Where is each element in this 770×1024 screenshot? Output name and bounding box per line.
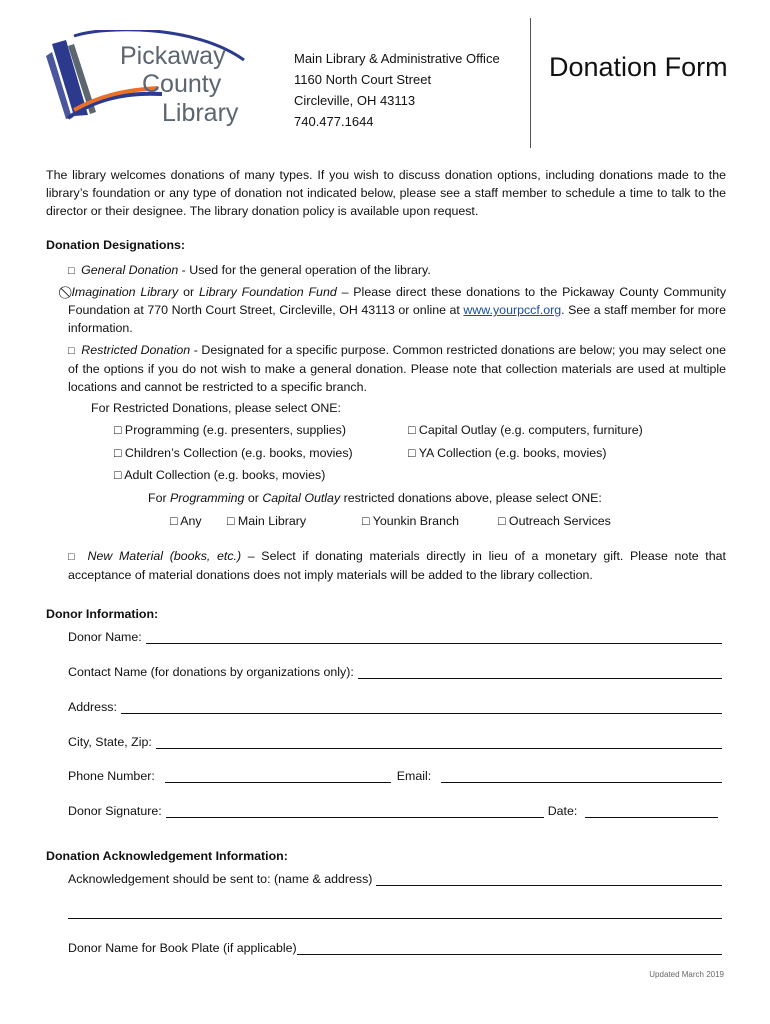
donor-info-heading: Donor Information: (46, 607, 159, 621)
phone-number: 740.477.1644 (294, 114, 374, 129)
date-line[interactable] (585, 805, 718, 818)
location-younkin-branch[interactable]: □ Younkin Branch (362, 514, 460, 528)
option-programming[interactable]: □ Programming (e.g. presenters, supplies) (114, 423, 346, 437)
contact-name-line[interactable] (358, 666, 722, 679)
option-adult-collection[interactable]: □ Adult Collection (e.g. books, movies) (114, 468, 326, 482)
street-address: 1160 North Court Street (294, 72, 432, 87)
donor-name-field[interactable]: Donor Name: (68, 630, 722, 644)
acknowledgement-field[interactable]: Acknowledgement should be sent to: (name & address) (68, 872, 722, 886)
prohibited-icon: ⃠ (68, 285, 72, 299)
option-childrens-collection[interactable]: □ Children’s Collection (e.g. books, movies) (114, 446, 353, 460)
location-outreach-services[interactable]: □ Outreach Services (498, 514, 611, 528)
address-line[interactable] (121, 701, 722, 714)
donor-name-line[interactable] (146, 631, 722, 644)
restricted-donation-option[interactable]: □ Restricted Donation - Designated for a specific purpose. Common restricted donations are below; you may select one of the options if you do not wish to make a general donation. Please note that collection materials are used at multiple locations and cannot be restricted to a specific branch. (68, 343, 726, 394)
option-capital-outlay[interactable]: □ Capital Outlay (e.g. computers, furniture) (408, 423, 643, 437)
logo-text-pickaway: Pickaway (120, 42, 226, 70)
header-divider (530, 18, 531, 148)
office-name: Main Library & Administrative Office (294, 51, 500, 66)
address-block (294, 48, 500, 132)
address-field[interactable]: Address: (68, 700, 722, 714)
page-title: Donation Form (549, 52, 728, 82)
signature-date-row: Donor Signature: Date: (68, 804, 718, 818)
pccf-link[interactable]: www.yourpccf.org (463, 303, 562, 317)
location-any[interactable]: □ Any (170, 514, 202, 528)
book-plate-field[interactable]: Donor Name for Book Plate (if applicable) (68, 941, 722, 955)
general-donation-option[interactable]: □ General Donation - Used for the general operation of the library. (68, 263, 431, 277)
option-ya-collection[interactable]: □ YA Collection (e.g. books, movies) (408, 446, 607, 460)
checkbox-icon[interactable]: □ (68, 265, 75, 277)
acknowledgement-line-2[interactable] (68, 918, 722, 919)
phone-line[interactable] (165, 770, 391, 783)
location-prompt: For Programming or Capital Outlay restricted donations above, please select ONE: (148, 491, 602, 505)
city-address: Circleville, OH 43113 (294, 93, 416, 108)
checkbox-icon[interactable]: □ (68, 551, 78, 563)
book-plate-line[interactable] (297, 942, 722, 955)
location-main-library[interactable]: □ Main Library (227, 514, 307, 528)
email-line[interactable] (441, 770, 722, 783)
city-state-zip-line[interactable] (156, 736, 722, 749)
acknowledgement-heading: Donation Acknowledgement Information: (46, 849, 288, 863)
checkbox-icon[interactable]: □ (68, 345, 75, 357)
updated-date: Updated March 2019 (649, 970, 724, 979)
signature-line[interactable] (166, 805, 544, 818)
restricted-select-one: For Restricted Donations, please select ONE: (91, 401, 341, 415)
designations-heading: Donation Designations: (46, 238, 186, 252)
city-state-zip-field[interactable]: City, State, Zip: (68, 735, 722, 749)
phone-email-row: Phone Number: Email: (68, 769, 722, 783)
logo-text-county: County (142, 70, 222, 98)
contact-name-field[interactable]: Contact Name (for donations by organizations only): (68, 665, 722, 679)
logo-text-library: Library (162, 99, 239, 127)
acknowledgement-line[interactable] (376, 873, 722, 886)
library-logo (44, 30, 254, 140)
imagination-library-option: ⃠ Imagination Library or Library Foundation Fund – Please direct these donations to the Pickaway County Community Foundation at 770 North Court Street, Circleville, OH 43113 or online at www.yourpccf.org. See a staff member for more information. (68, 285, 727, 335)
intro-paragraph: The library welcomes donations of many types. If you wish to discuss donation options, including donations made to the library’s foundation or any type of donation not indicated below, please see a staff member to schedule a time to talk to the director or their designee. The library donation policy is available upon request. (46, 168, 726, 218)
new-material-option[interactable]: □ New Material (books, etc.) – Select if donating materials directly in lieu of a monetary gift. Please note that acceptance of material donations does not imply materials will be added to the library collection. (68, 549, 726, 582)
